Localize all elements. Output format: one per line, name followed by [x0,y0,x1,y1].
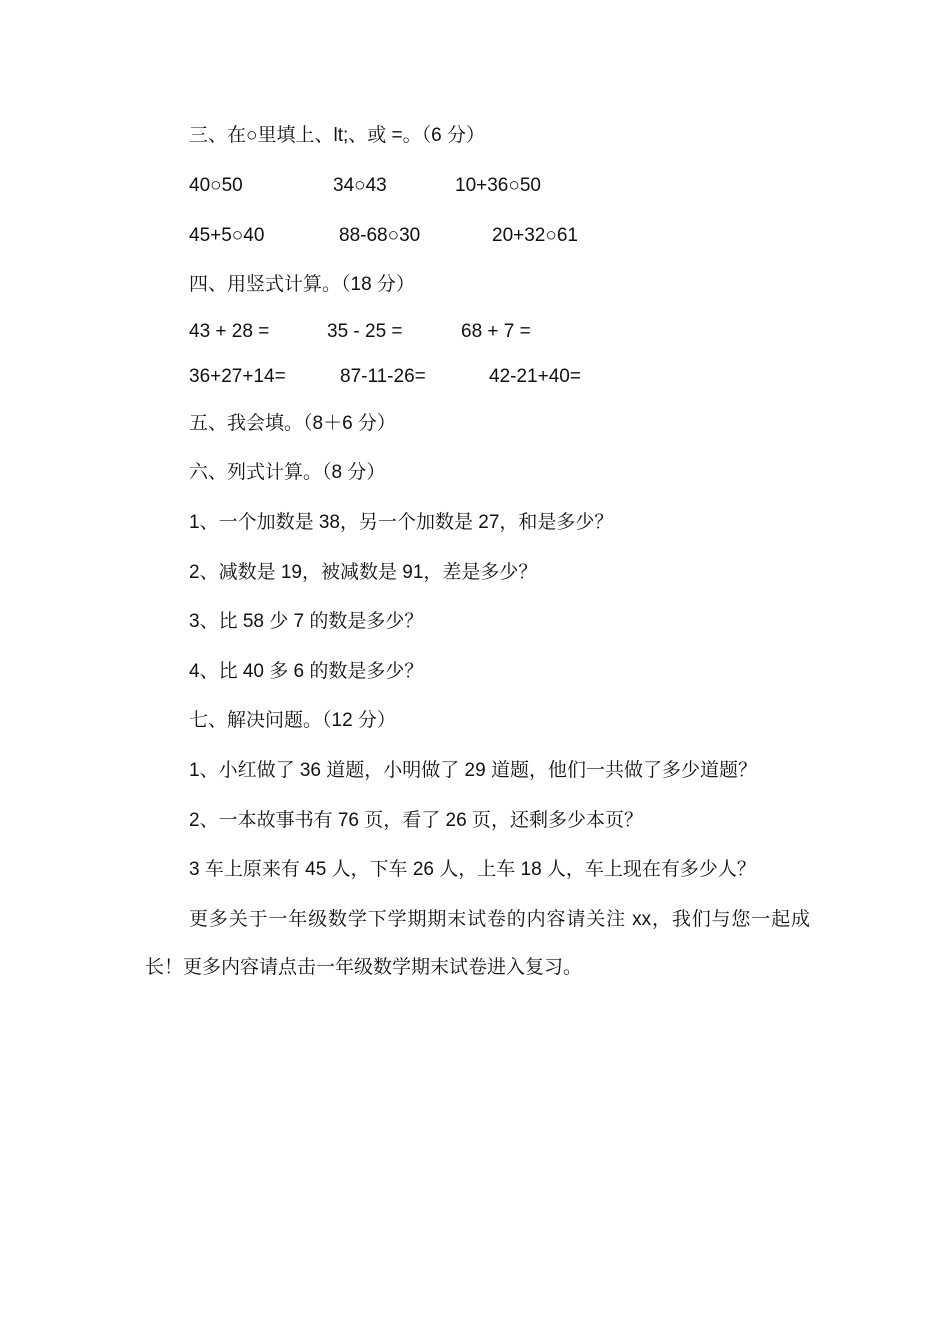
calculation-item: 36+27+14= [189,366,286,387]
section-6-heading: 六、列式计算。（8 分） [189,462,386,483]
section-6-item: 3、比 58 少 7 的数是多少？ [189,611,424,632]
section-7-heading: 七、解决问题。（12 分） [189,710,396,731]
section-6-item: 1、一个加数是 38，另一个加数是 27，和是多少？ [189,512,614,533]
calculation-item: 35 - 25 = [327,321,403,342]
comparison-item: 34○43 [333,175,387,196]
calculation-item: 68 + 7 = [461,321,531,342]
section-7-item: 3 车上原来有 45 人，下车 26 人，上车 18 人，车上现在有多少人？ [189,859,756,880]
comparison-item: 88-68○30 [339,225,421,246]
section-3-heading: 三、在○里填上、lt;、或 =。（6 分） [189,125,485,146]
calculation-item: 42-21+40= [489,366,581,387]
calculation-item: 87-11-26= [340,366,426,387]
calculation-item: 43 + 28 = [189,321,270,342]
comparison-item: 45+5○40 [189,225,265,246]
section-7-item: 1、小红做了 36 道题，小明做了 29 道题，他们一共做了多少道题？ [189,760,757,781]
comparison-item: 10+36○50 [455,175,541,196]
section-4-heading: 四、用竖式计算。（18 分） [189,274,415,295]
comparison-item: 40○50 [189,175,243,196]
comparison-item: 20+32○61 [492,225,578,246]
section-7-item: 2、一本故事书有 76 页，看了 26 页，还剩多少本页？ [189,810,643,831]
closing-paragraph: 更多关于一年级数学下学期期末试卷的内容请关注 xx，我们与您一起成长！更多内容请点击一年级数学期末试卷进入复习。 [145,909,810,978]
section-6-item: 4、比 40 多 6 的数是多少？ [189,661,424,682]
section-5-heading: 五、我会填。（8＋6 分） [189,413,396,434]
section-6-item: 2、减数是 19，被减数是 91，差是多少？ [189,562,538,583]
